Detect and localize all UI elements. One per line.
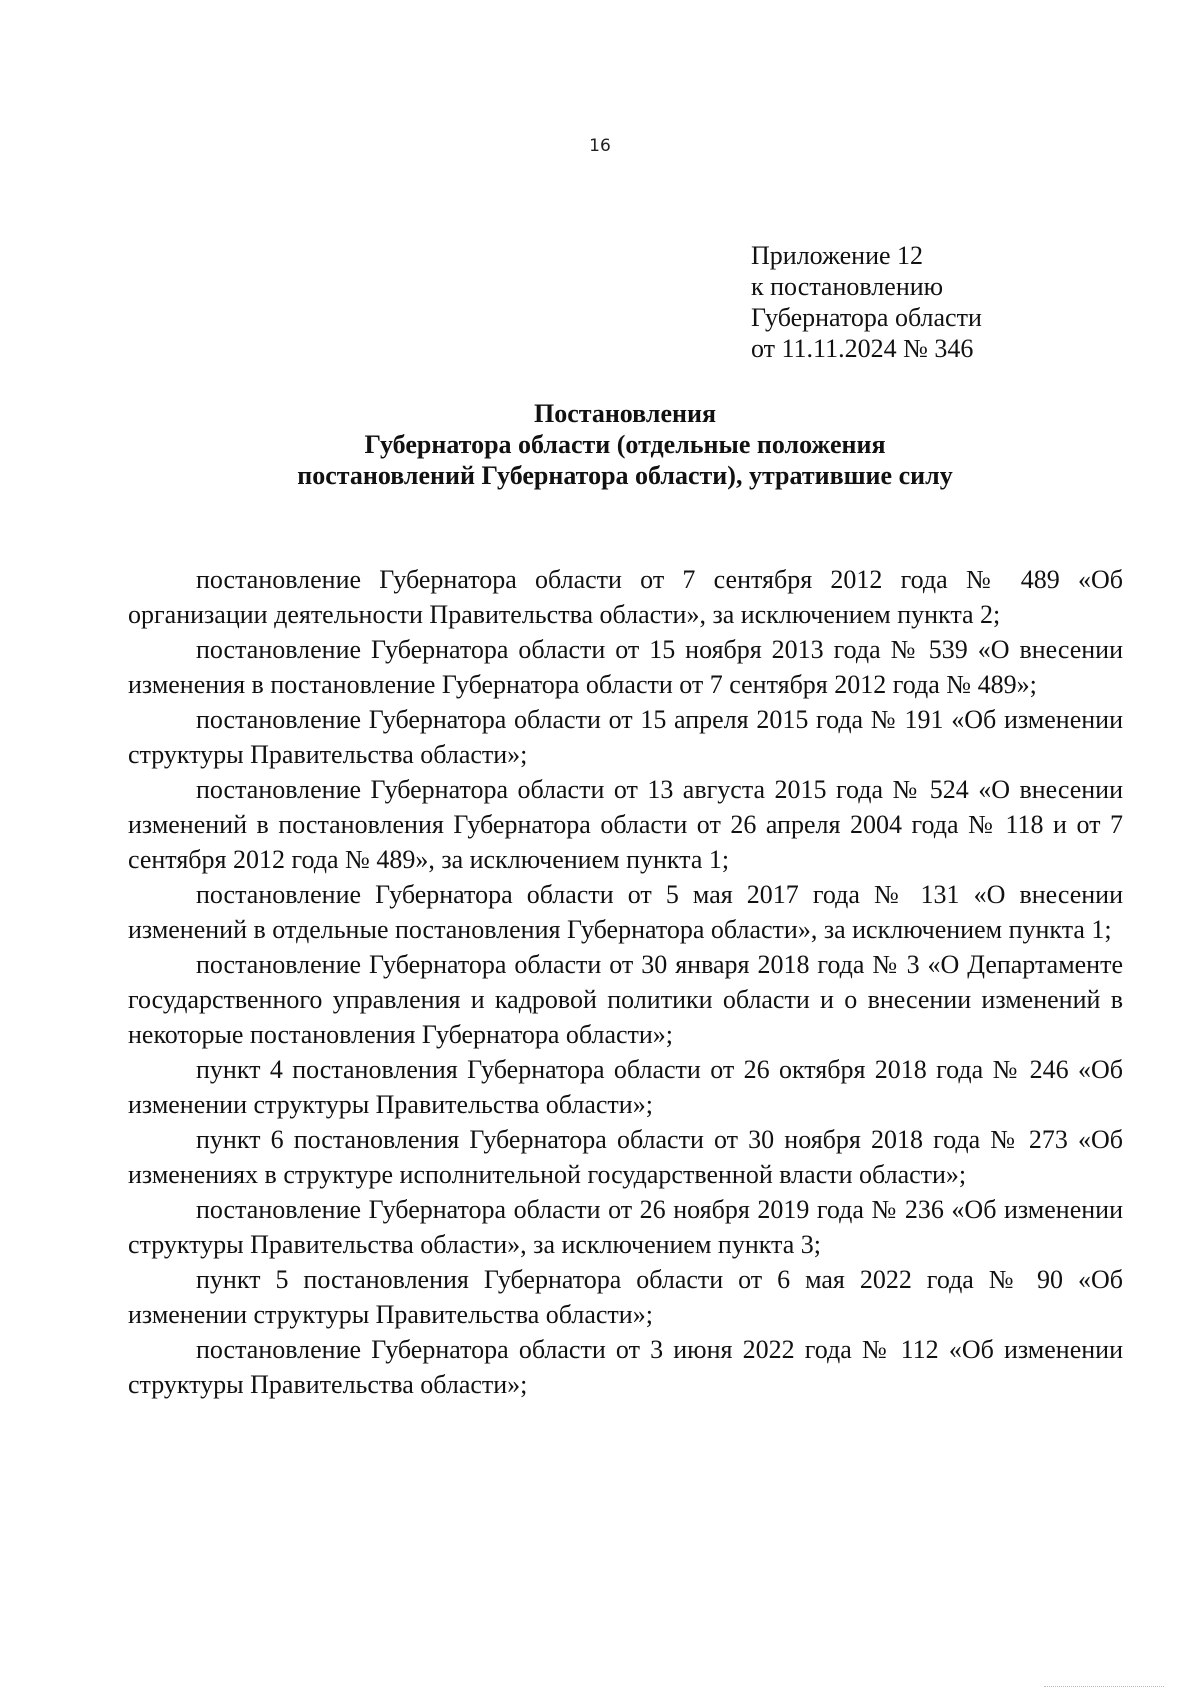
list-item: постановление Губернатора области от 3 июня 2022 года № 112 «Об изменении структуры Правительства области»; bbox=[128, 1335, 1123, 1399]
appendix-line-4: от 11.11.2024 № 346 bbox=[751, 334, 974, 363]
title-line-2: Губернатора области (отдельные положения bbox=[364, 430, 886, 459]
appendix-line-1: Приложение 12 bbox=[751, 241, 924, 270]
appendix-line-3: Губернатора области bbox=[751, 303, 982, 332]
list-item: постановление Губернатора области от 7 сентября 2012 года № 489 «Об организации деятельности Правительства области», за исключением пункта 2; bbox=[128, 565, 1123, 629]
list-item: пункт 5 постановления Губернатора области от 6 мая 2022 года № 90 «Об изменении структуры Правительства области»; bbox=[128, 1265, 1123, 1329]
list-item: постановление Губернатора области от 13 августа 2015 года № 524 «О внесении изменений в постановления Губернатора области от 26 апреля 2004 года № 118 и от 7 сентября 2012 года № 489», за исключением пункта 1; bbox=[128, 775, 1123, 874]
list-item: постановление Губернатора области от 30 января 2018 года № 3 «О Департаменте государственного управления и кадровой политики области и о внесении изменений в некоторые постановления Губернатора области»; bbox=[128, 950, 1123, 1049]
repealed-list bbox=[128, 562, 1123, 1402]
list-item: постановление Губернатора области от 15 ноября 2013 года № 539 «О внесении изменения в постановление Губернатора области от 7 сентября 2012 года № 489»; bbox=[128, 635, 1123, 699]
list-item: пункт 4 постановления Губернатора области от 26 октября 2018 года № 246 «Об изменении структуры Правительства области»; bbox=[128, 1055, 1123, 1119]
list-item: пункт 6 постановления Губернатора области от 30 ноября 2018 года № 273 «Об изменениях в структуре исполнительной государственной власти области»; bbox=[128, 1125, 1123, 1189]
page-number: 16 bbox=[589, 136, 611, 156]
title-line-3: постановлений Губернатора области), утратившие силу bbox=[297, 461, 953, 490]
list-item: постановление Губернатора области от 15 апреля 2015 года № 191 «Об изменении структуры Правительства области»; bbox=[128, 705, 1123, 769]
scan-artifact bbox=[1044, 1686, 1164, 1697]
document-title bbox=[0, 398, 1200, 491]
title-line-1: Постановления bbox=[533, 399, 717, 428]
list-item: постановление Губернатора области от 26 ноября 2019 года № 236 «Об изменении структуры Правительства области», за исключением пункта 3; bbox=[128, 1195, 1123, 1259]
appendix-line-2: к постановлению bbox=[751, 272, 944, 301]
list-item: постановление Губернатора области от 5 мая 2017 года № 131 «О внесении изменений в отдельные постановления Губернатора области», за исключением пункта 1; bbox=[128, 880, 1123, 944]
appendix-block bbox=[751, 240, 982, 364]
